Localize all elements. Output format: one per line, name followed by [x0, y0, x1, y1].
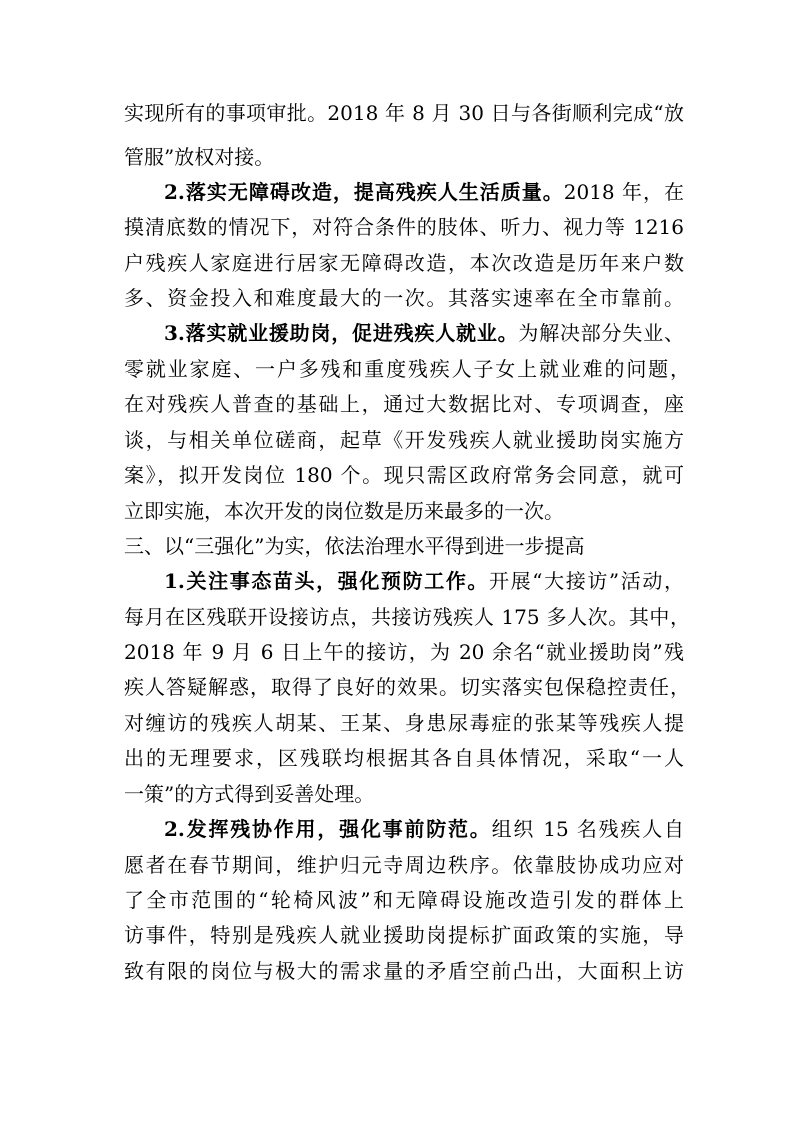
text-line [124, 210, 684, 244]
line-text: 疾人答疑解惑，取得了良好的效果。切实落实包保稳控责任， [124, 675, 690, 699]
bold-heading: 2.落实无障碍改造，提高残疾人生活质量。 [164, 180, 564, 204]
text-line [124, 423, 684, 457]
line-text: 摸清底数的情况下，对符合条件的肢体、听力、视力等 1216 [124, 215, 684, 239]
line-text: 为解决部分失业、 [518, 321, 684, 345]
line-text: 在对残疾人普查的基础上，通过大数据比对、专项调查，座 [124, 392, 684, 416]
line-text: 开展“大接访”活动， [489, 569, 684, 593]
section-heading [124, 529, 684, 563]
line-text: 愿者在春节期间，维护归元寺周边秩序。依靠肢协成功应对 [124, 853, 684, 877]
text-line [164, 564, 684, 598]
line-text: 致有限的岗位与极大的需求量的矛盾空前凸出，大面积上访 [124, 959, 684, 983]
text-line [124, 777, 684, 811]
text-line [124, 848, 684, 882]
line-text: 了全市范围的“轮椅风波”和无障碍设施改造引发的群体上 [124, 888, 684, 912]
text-line [124, 352, 690, 386]
text-line [124, 600, 690, 634]
text-line [124, 246, 684, 280]
text-line [124, 96, 684, 130]
line-text: 对缠访的残疾人胡某、王某、身患尿毒症的张某等残疾人提 [124, 711, 684, 735]
text-line [164, 316, 684, 350]
bold-heading: 3.落实就业援助岗，促进残疾人就业。 [164, 321, 519, 345]
line-text: 一策”的方式得到妥善处理。 [124, 782, 375, 806]
text-line [124, 281, 684, 315]
text-line [124, 883, 684, 917]
text-line [124, 494, 684, 528]
line-text: 谈，与相关单位磋商，起草《开发残疾人就业援助岗实施方 [124, 428, 684, 452]
text-line [164, 812, 684, 846]
line-text: 案》，拟开发岗位 180 个。现只需区政府常务会同意，就可 [124, 463, 684, 487]
line-text: 多、资金投入和难度最大的一次。其落实速率在全市靠前。 [124, 286, 684, 310]
line-text: 2018 年 9 月 6 日上午的接访，为 20 余名“就业援助岗”残 [124, 640, 684, 664]
text-line [124, 741, 684, 775]
text-line [124, 706, 684, 740]
line-text: 组织 15 名残疾人自 [491, 817, 684, 841]
line-text: 2018 年，在 [563, 180, 684, 204]
text-line [164, 175, 684, 209]
text-line [124, 140, 684, 174]
line-text: 立即实施，本次开发的岗位数是历来最多的一次。 [124, 499, 564, 523]
line-text: 零就业家庭、一户多残和重度残疾人子女上就业难的问题， [124, 357, 690, 381]
bold-heading: 1.关注事态苗头，强化预防工作。 [164, 569, 490, 593]
line-text: 实现所有的事项审批。2018 年 8 月 30 日与各街顺利完成“放 [124, 101, 684, 125]
text-line [124, 670, 690, 704]
line-text: 每月在区残联开设接访点，共接访残疾人 175 多人次。其中， [124, 605, 690, 629]
text-line [124, 954, 684, 988]
line-text: 三、以“三强化”为实，依法治理水平得到进一步提高 [124, 534, 585, 558]
text-line [124, 635, 684, 669]
line-text: 户残疾人家庭进行居家无障碍改造，本次改造是历年来户数 [124, 251, 684, 275]
bold-heading: 2.发挥残协作用，强化事前防范。 [164, 817, 492, 841]
line-text: 管服”放权对接。 [124, 145, 275, 169]
line-text: 出的无理要求，区残联均根据其各自具体情况，采取“一人 [124, 746, 684, 770]
text-line [124, 387, 684, 421]
line-text: 访事件，特别是残疾人就业援助岗提标扩面政策的实施，导 [124, 923, 684, 947]
text-line [124, 918, 684, 952]
text-line [124, 458, 684, 492]
